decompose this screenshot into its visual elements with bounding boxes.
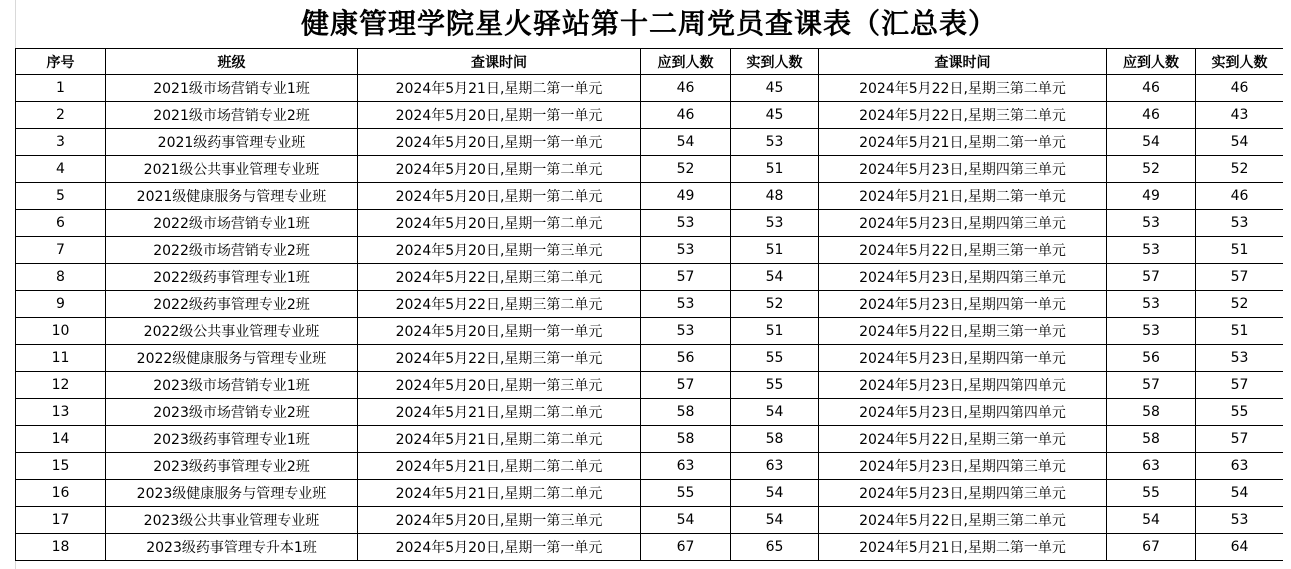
cell-expected-2[interactable]: 58	[1107, 399, 1196, 426]
cell-actual-1[interactable]: 54	[731, 399, 819, 426]
cell-check-time-2[interactable]: 2024年5月23日,星期四第三单元	[819, 264, 1107, 291]
cell-check-time-1[interactable]: 2024年5月22日,星期三第二单元	[358, 264, 641, 291]
cell-actual-2[interactable]: 46	[1196, 75, 1284, 102]
cell-index[interactable]: 5	[16, 183, 106, 210]
cell-class[interactable]: 2022级市场营销专业2班	[106, 237, 358, 264]
cell-expected-2[interactable]: 53	[1107, 291, 1196, 318]
header-cell-class[interactable]: 班级	[106, 49, 358, 75]
cell-actual-2[interactable]: 55	[1196, 399, 1284, 426]
cell-index[interactable]: 9	[16, 291, 106, 318]
cell-expected-1[interactable]: 53	[641, 237, 731, 264]
cell-actual-2[interactable]: 53	[1196, 210, 1284, 237]
cell-expected-2[interactable]: 46	[1107, 75, 1196, 102]
cell-index[interactable]: 12	[16, 372, 106, 399]
cell-expected-2[interactable]: 54	[1107, 129, 1196, 156]
cell-actual-2[interactable]: 57	[1196, 264, 1284, 291]
cell-index[interactable]: 13	[16, 399, 106, 426]
cell-class[interactable]: 2021级药事管理专业班	[106, 129, 358, 156]
cell-check-time-2[interactable]: 2024年5月23日,星期四第三单元	[819, 453, 1107, 480]
header-cell-check-time-1[interactable]: 查课时间	[358, 49, 641, 75]
cell-expected-1[interactable]: 58	[641, 426, 731, 453]
cell-expected-1[interactable]: 57	[641, 264, 731, 291]
cell-check-time-1[interactable]: 2024年5月20日,星期一第三单元	[358, 372, 641, 399]
cell-expected-1[interactable]: 46	[641, 102, 731, 129]
cell-check-time-2[interactable]: 2024年5月22日,星期三第一单元	[819, 237, 1107, 264]
cell-check-time-1[interactable]: 2024年5月20日,星期一第三单元	[358, 507, 641, 534]
table-row	[16, 426, 1284, 453]
cell-expected-1[interactable]: 46	[641, 75, 731, 102]
cell-index[interactable]: 17	[16, 507, 106, 534]
row-header-gutter	[0, 0, 16, 569]
cell-expected-2[interactable]: 56	[1107, 345, 1196, 372]
cell-actual-1[interactable]: 54	[731, 507, 819, 534]
cell-actual-1[interactable]: 54	[731, 480, 819, 507]
cell-class[interactable]: 2021级公共事业管理专业班	[106, 156, 358, 183]
cell-actual-1[interactable]: 45	[731, 102, 819, 129]
cell-index[interactable]: 10	[16, 318, 106, 345]
cell-check-time-2[interactable]: 2024年5月23日,星期四第一单元	[819, 291, 1107, 318]
cell-actual-1[interactable]: 58	[731, 426, 819, 453]
cell-class[interactable]: 2023级药事管理专升本1班	[106, 534, 358, 561]
header-cell-index[interactable]: 序号	[16, 49, 106, 75]
cell-index[interactable]: 1	[16, 75, 106, 102]
cell-expected-2[interactable]: 52	[1107, 156, 1196, 183]
cell-check-time-1[interactable]: 2024年5月22日,星期三第二单元	[358, 291, 641, 318]
cell-actual-1[interactable]: 53	[731, 210, 819, 237]
cell-check-time-2[interactable]: 2024年5月23日,星期四第一单元	[819, 345, 1107, 372]
cell-check-time-2[interactable]: 2024年5月21日,星期二第一单元	[819, 129, 1107, 156]
cell-actual-2[interactable]: 63	[1196, 453, 1284, 480]
cell-class[interactable]: 2023级健康服务与管理专业班	[106, 480, 358, 507]
sheet-title[interactable]: 健康管理学院星火驿站第十二周党员查课表（汇总表）	[300, 7, 997, 40]
cell-expected-2[interactable]: 67	[1107, 534, 1196, 561]
cell-actual-2[interactable]: 54	[1196, 129, 1284, 156]
cell-expected-1[interactable]: 52	[641, 156, 731, 183]
cell-expected-1[interactable]: 55	[641, 480, 731, 507]
cell-expected-2[interactable]: 53	[1107, 318, 1196, 345]
cell-check-time-1[interactable]: 2024年5月21日,星期二第二单元	[358, 399, 641, 426]
cell-actual-2[interactable]: 54	[1196, 480, 1284, 507]
cell-class[interactable]: 2022级药事管理专业2班	[106, 291, 358, 318]
cell-index[interactable]: 6	[16, 210, 106, 237]
cell-check-time-2[interactable]: 2024年5月23日,星期四第三单元	[819, 210, 1107, 237]
cell-class[interactable]: 2021级市场营销专业1班	[106, 75, 358, 102]
cell-check-time-1[interactable]: 2024年5月20日,星期一第一单元	[358, 534, 641, 561]
cell-check-time-2[interactable]: 2024年5月22日,星期三第一单元	[819, 426, 1107, 453]
table-row	[16, 345, 1284, 372]
cell-expected-2[interactable]: 58	[1107, 426, 1196, 453]
cell-expected-1[interactable]: 67	[641, 534, 731, 561]
table-row	[16, 480, 1284, 507]
cell-index[interactable]: 14	[16, 426, 106, 453]
table-row	[16, 372, 1284, 399]
cell-check-time-2[interactable]: 2024年5月22日,星期三第二单元	[819, 102, 1107, 129]
table-row	[16, 318, 1284, 345]
cell-actual-2[interactable]: 43	[1196, 102, 1284, 129]
cell-expected-1[interactable]: 54	[641, 129, 731, 156]
cell-check-time-1[interactable]: 2024年5月20日,星期一第一单元	[358, 129, 641, 156]
cell-check-time-1[interactable]: 2024年5月22日,星期三第一单元	[358, 345, 641, 372]
table-row	[16, 534, 1284, 561]
cell-class[interactable]: 2022级健康服务与管理专业班	[106, 345, 358, 372]
cell-expected-2[interactable]: 49	[1107, 183, 1196, 210]
cell-expected-2[interactable]: 63	[1107, 453, 1196, 480]
cell-actual-2[interactable]: 52	[1196, 291, 1284, 318]
table-row	[16, 264, 1284, 291]
cell-actual-2[interactable]: 46	[1196, 183, 1284, 210]
cell-check-time-1[interactable]: 2024年5月21日,星期二第一单元	[358, 75, 641, 102]
cell-index[interactable]: 16	[16, 480, 106, 507]
cell-actual-2[interactable]: 53	[1196, 345, 1284, 372]
cell-index[interactable]: 8	[16, 264, 106, 291]
cell-check-time-2[interactable]: 2024年5月22日,星期三第二单元	[819, 507, 1107, 534]
table-row	[16, 507, 1284, 534]
cell-index[interactable]: 18	[16, 534, 106, 561]
cell-check-time-1[interactable]: 2024年5月21日,星期二第二单元	[358, 480, 641, 507]
cell-expected-2[interactable]: 57	[1107, 264, 1196, 291]
table-row	[16, 399, 1284, 426]
cell-check-time-2[interactable]: 2024年5月23日,星期四第四单元	[819, 372, 1107, 399]
cell-actual-1[interactable]: 51	[731, 318, 819, 345]
cell-actual-2[interactable]: 52	[1196, 156, 1284, 183]
cell-index[interactable]: 4	[16, 156, 106, 183]
cell-actual-1[interactable]: 55	[731, 372, 819, 399]
sheet-right-margin	[1283, 0, 1291, 569]
table-row	[16, 129, 1284, 156]
cell-check-time-1[interactable]: 2024年5月20日,星期一第二单元	[358, 210, 641, 237]
cell-actual-2[interactable]: 51	[1196, 318, 1284, 345]
cell-expected-1[interactable]: 53	[641, 318, 731, 345]
cell-class[interactable]: 2021级市场营销专业2班	[106, 102, 358, 129]
cell-check-time-1[interactable]: 2024年5月20日,星期一第二单元	[358, 156, 641, 183]
cell-actual-2[interactable]: 53	[1196, 507, 1284, 534]
cell-class[interactable]: 2021级健康服务与管理专业班	[106, 183, 358, 210]
cell-class[interactable]: 2023级药事管理专业2班	[106, 453, 358, 480]
cell-class[interactable]: 2023级公共事业管理专业班	[106, 507, 358, 534]
cell-check-time-2[interactable]: 2024年5月22日,星期三第一单元	[819, 318, 1107, 345]
cell-actual-1[interactable]: 53	[731, 129, 819, 156]
header-cell-expected-2[interactable]: 应到人数	[1107, 49, 1196, 75]
cell-check-time-1[interactable]: 2024年5月21日,星期二第二单元	[358, 426, 641, 453]
cell-expected-1[interactable]: 49	[641, 183, 731, 210]
cell-actual-1[interactable]: 48	[731, 183, 819, 210]
header-cell-actual-2[interactable]: 实到人数	[1196, 49, 1284, 75]
cell-expected-1[interactable]: 53	[641, 210, 731, 237]
cell-expected-1[interactable]: 54	[641, 507, 731, 534]
cell-check-time-2[interactable]: 2024年5月23日,星期四第三单元	[819, 480, 1107, 507]
cell-check-time-1[interactable]: 2024年5月20日,星期一第一单元	[358, 102, 641, 129]
cell-actual-2[interactable]: 57	[1196, 426, 1284, 453]
cell-class[interactable]: 2023级市场营销专业2班	[106, 399, 358, 426]
header-cell-expected-1[interactable]: 应到人数	[641, 49, 731, 75]
cell-index[interactable]: 7	[16, 237, 106, 264]
header-row	[16, 49, 1284, 75]
cell-actual-2[interactable]: 51	[1196, 237, 1284, 264]
table-row	[16, 291, 1284, 318]
table-row	[16, 75, 1284, 102]
header-cell-actual-1[interactable]: 实到人数	[731, 49, 819, 75]
cell-actual-1[interactable]: 63	[731, 453, 819, 480]
cell-class[interactable]: 2022级公共事业管理专业班	[106, 318, 358, 345]
cell-actual-1[interactable]: 51	[731, 237, 819, 264]
cell-expected-2[interactable]: 46	[1107, 102, 1196, 129]
cell-check-time-1[interactable]: 2024年5月20日,星期一第三单元	[358, 237, 641, 264]
cell-check-time-2[interactable]: 2024年5月21日,星期二第一单元	[819, 183, 1107, 210]
cell-actual-2[interactable]: 57	[1196, 372, 1284, 399]
cell-class[interactable]: 2023级市场营销专业1班	[106, 372, 358, 399]
attendance-table	[15, 48, 1284, 561]
header-cell-check-time-2[interactable]: 查课时间	[819, 49, 1107, 75]
cell-actual-1[interactable]: 65	[731, 534, 819, 561]
cell-class[interactable]: 2022级市场营销专业1班	[106, 210, 358, 237]
cell-index[interactable]: 2	[16, 102, 106, 129]
cell-check-time-1[interactable]: 2024年5月21日,星期二第二单元	[358, 453, 641, 480]
cell-actual-2[interactable]: 64	[1196, 534, 1284, 561]
cell-expected-1[interactable]: 58	[641, 399, 731, 426]
cell-class[interactable]: 2023级药事管理专业1班	[106, 426, 358, 453]
table-row	[16, 453, 1284, 480]
cell-expected-2[interactable]: 54	[1107, 507, 1196, 534]
table-row	[16, 183, 1284, 210]
cell-expected-1[interactable]: 56	[641, 345, 731, 372]
cell-class[interactable]: 2022级药事管理专业1班	[106, 264, 358, 291]
cell-actual-1[interactable]: 55	[731, 345, 819, 372]
table-body	[16, 75, 1284, 561]
cell-expected-2[interactable]: 55	[1107, 480, 1196, 507]
cell-expected-2[interactable]: 53	[1107, 237, 1196, 264]
cell-actual-1[interactable]: 52	[731, 291, 819, 318]
table-row	[16, 237, 1284, 264]
cell-expected-1[interactable]: 57	[641, 372, 731, 399]
table-row	[16, 156, 1284, 183]
cell-check-time-1[interactable]: 2024年5月20日,星期一第二单元	[358, 183, 641, 210]
cell-expected-2[interactable]: 53	[1107, 210, 1196, 237]
cell-check-time-2[interactable]: 2024年5月23日,星期四第三单元	[819, 156, 1107, 183]
table-row	[16, 102, 1284, 129]
cell-index[interactable]: 11	[16, 345, 106, 372]
cell-actual-1[interactable]: 51	[731, 156, 819, 183]
cell-index[interactable]: 3	[16, 129, 106, 156]
table-row	[16, 210, 1284, 237]
cell-check-time-1[interactable]: 2024年5月20日,星期一第一单元	[358, 318, 641, 345]
cell-expected-1[interactable]: 53	[641, 291, 731, 318]
cell-check-time-2[interactable]: 2024年5月21日,星期二第一单元	[819, 534, 1107, 561]
cell-index[interactable]: 15	[16, 453, 106, 480]
cell-actual-1[interactable]: 45	[731, 75, 819, 102]
cell-expected-2[interactable]: 57	[1107, 372, 1196, 399]
cell-actual-1[interactable]: 54	[731, 264, 819, 291]
cell-check-time-2[interactable]: 2024年5月22日,星期三第二单元	[819, 75, 1107, 102]
cell-check-time-2[interactable]: 2024年5月23日,星期四第四单元	[819, 399, 1107, 426]
cell-expected-1[interactable]: 63	[641, 453, 731, 480]
